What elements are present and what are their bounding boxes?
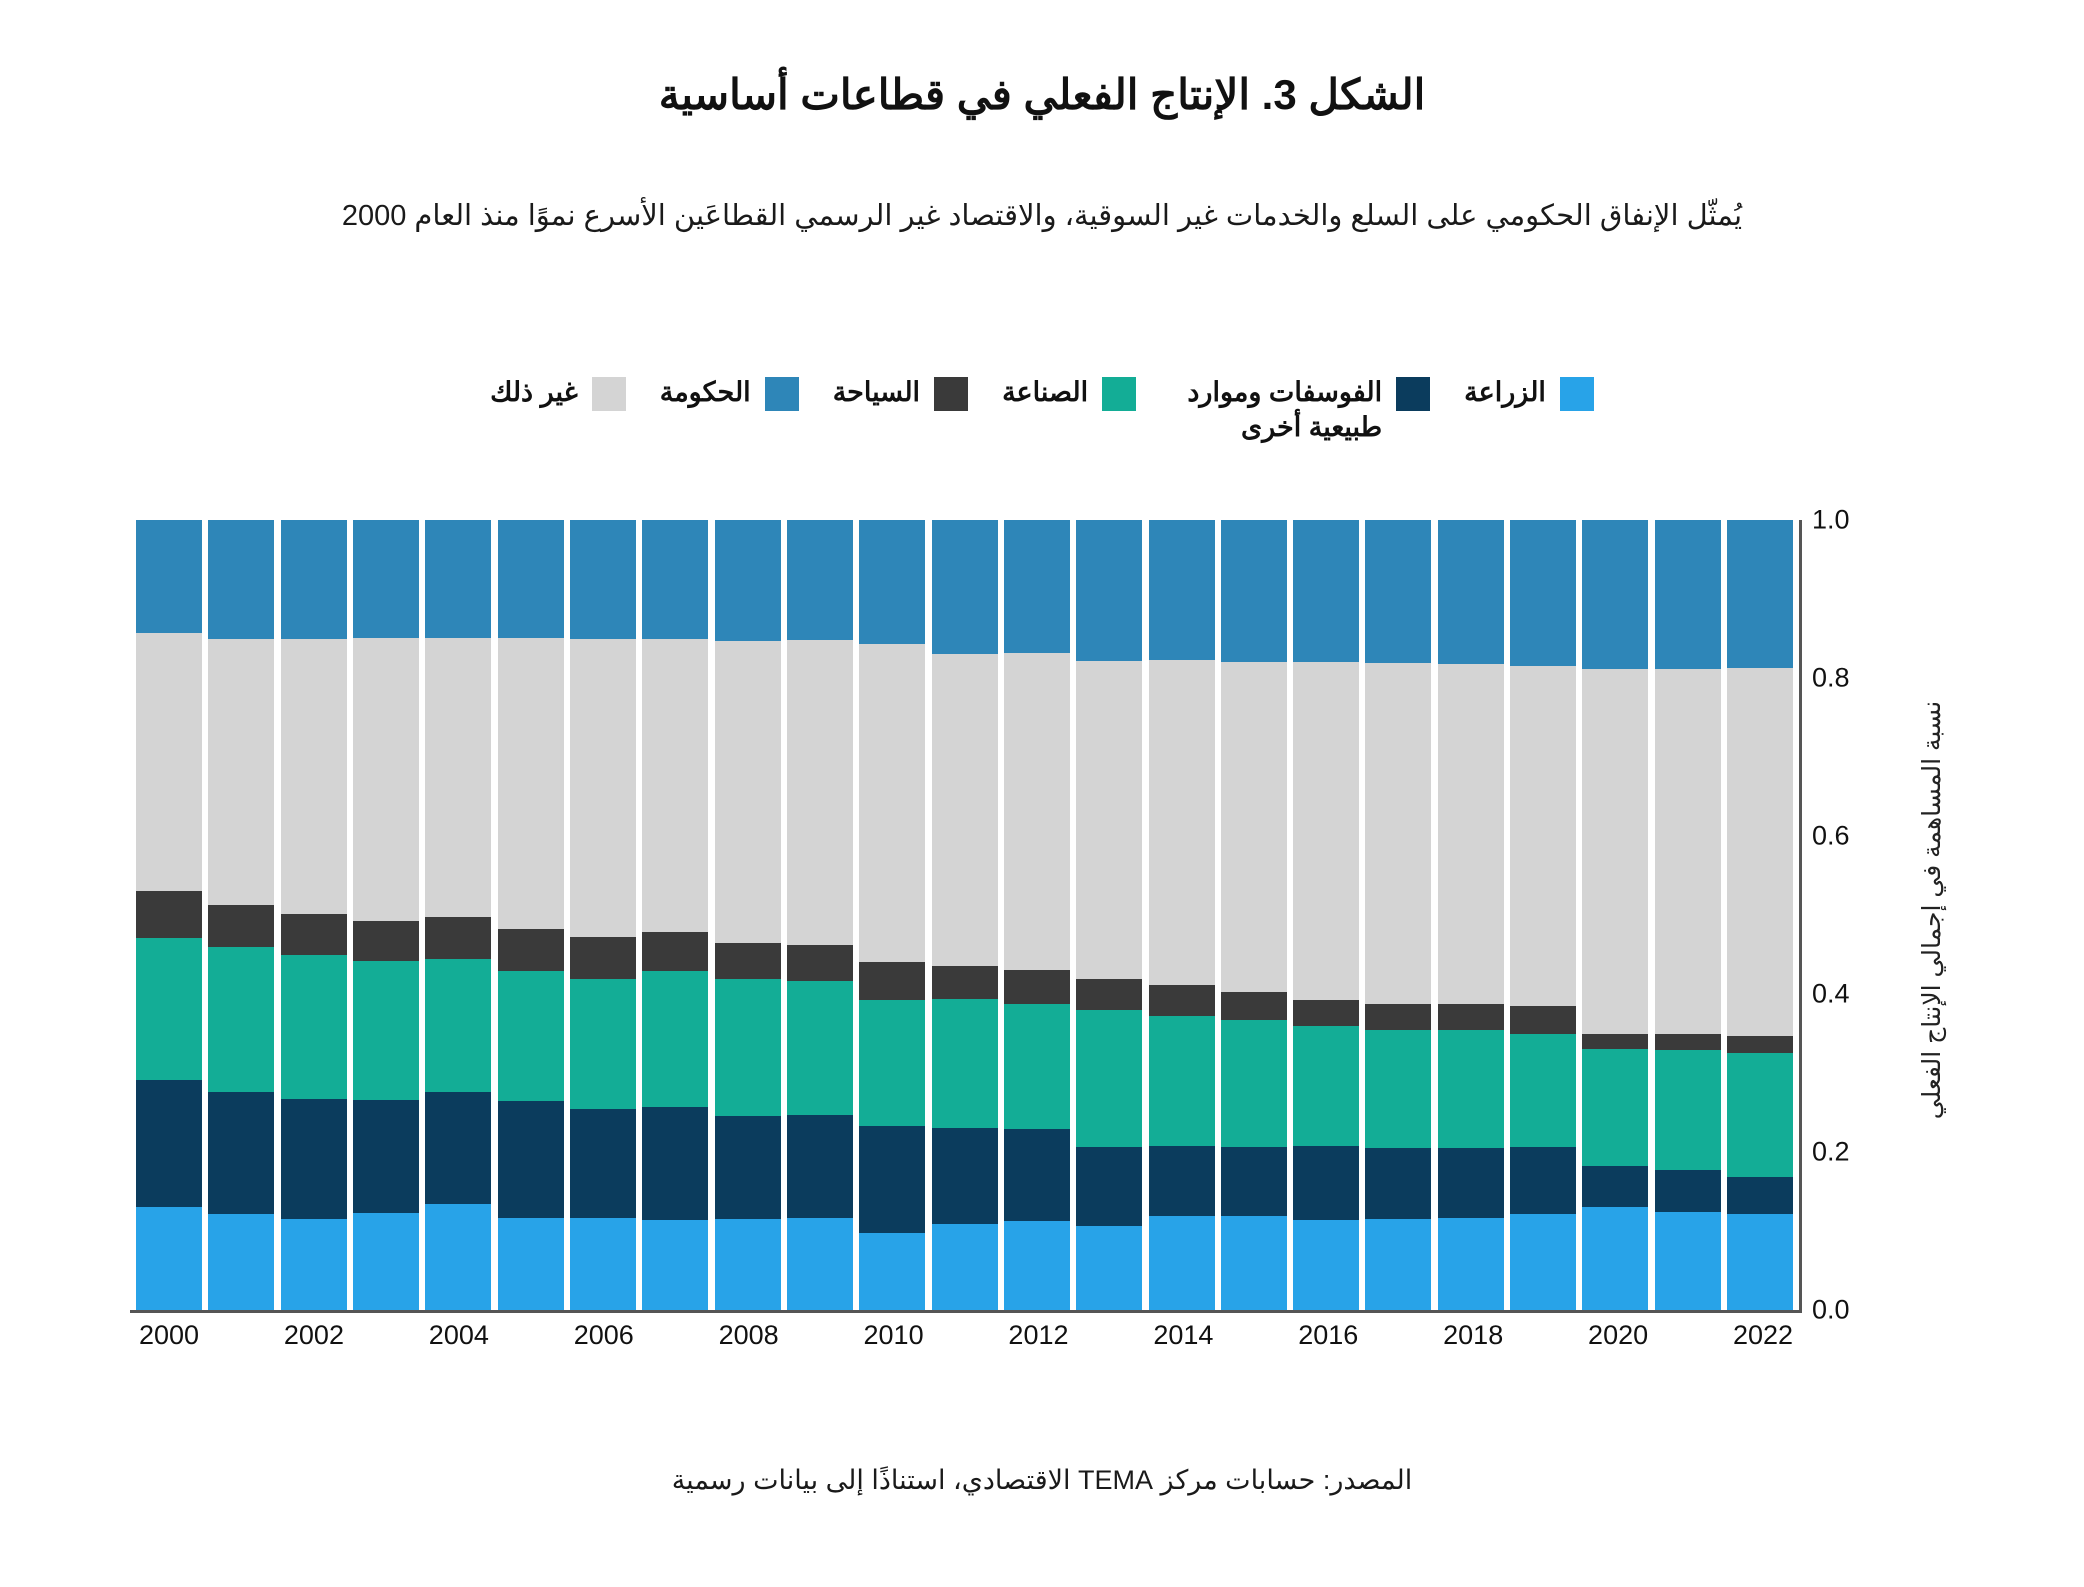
bar-segment [1582,1166,1648,1207]
bar-segment [1438,1030,1504,1148]
bar-segment [715,943,781,979]
bar-column[interactable] [1221,520,1287,1310]
x-tick-label: 2022 [1732,1320,1794,1350]
legend-item[interactable] [1464,375,1594,411]
bar-column[interactable] [136,520,202,1310]
bar-segment [1510,666,1576,1006]
bar-column[interactable] [1438,520,1504,1310]
bar-segment [1149,1216,1215,1310]
bar-segment [1727,668,1793,1036]
bar-segment [1365,520,1431,663]
bar-segment [1293,1000,1359,1026]
plot-area [90,504,1964,1360]
bar-segment [425,520,491,638]
bar-segment [570,520,636,639]
bar-segment [281,1219,347,1310]
bar-segment [1438,664,1504,1004]
bar-segment [1727,1214,1793,1310]
bar-segment [1438,1218,1504,1310]
x-tick-label: 2000 [138,1320,200,1350]
bar-segment [715,1116,781,1219]
bar-segment [1293,1026,1359,1146]
bar-segment [642,639,708,932]
bar-segment [281,520,347,639]
bar-segment [642,971,708,1107]
bar-segment [1655,520,1721,669]
legend-item[interactable] [660,375,799,411]
bar-segment [1221,662,1287,991]
bar-column[interactable] [498,520,564,1310]
legend-item[interactable] [1170,375,1430,445]
bar-column[interactable] [1510,520,1576,1310]
bar-segment [353,1100,419,1213]
bar-segment [1004,1129,1070,1221]
bar-segment [498,971,564,1101]
bar-segment [1365,1219,1431,1310]
bar-segment [1582,520,1648,669]
bar-segment [1149,1146,1215,1216]
bar-column[interactable] [715,520,781,1310]
legend-swatch-icon [1560,377,1594,411]
bar-column[interactable] [1149,520,1215,1310]
y-tick-label: 0.8 [1812,662,1850,693]
bar-segment [1655,1170,1721,1212]
bar-segment [859,520,925,644]
legend-item-label: غير ذلك [490,377,578,407]
bar-segment [570,979,636,1109]
bar-segment [136,891,202,938]
bar-segment [932,966,998,999]
bar-segment [1727,1177,1793,1214]
bar-column[interactable] [642,520,708,1310]
x-tick-label: 2012 [1008,1320,1069,1350]
legend-item-label: السياحة [832,377,921,407]
chart-legend [240,375,1844,445]
x-tick-label [933,1320,999,1370]
bar-segment [208,905,274,947]
bar-column[interactable] [208,520,274,1310]
bar-segment [353,520,419,638]
x-tick-label: 2014 [1153,1320,1214,1350]
bar-segment [1221,1020,1287,1147]
bar-segment [1076,520,1142,661]
bar-segment [570,937,636,979]
bar-segment [281,955,347,1099]
bar-segment [1582,1207,1648,1310]
bar-segment [281,1099,347,1219]
y-axis-label: نسبة المساهمة في إجمالي الإنتاج الفعلي [1917,700,1946,1120]
bar-segment [1365,1004,1431,1030]
bar-column[interactable] [1365,520,1431,1310]
x-tick-label: 2010 [863,1320,924,1350]
bar-segment [1582,1049,1648,1166]
bar-segment [1004,520,1070,653]
x-tick-label [788,1320,854,1370]
bar-segment [1293,1146,1359,1219]
legend-swatch-icon [1396,377,1430,411]
legend-swatch-icon [934,377,968,411]
bar-segment [1221,992,1287,1020]
legend-swatch-icon [765,377,799,411]
bar-segment [1510,520,1576,666]
y-axis-ticks [1812,504,1902,1325]
bar-segment [1076,1147,1142,1226]
bar-segment [208,1092,274,1214]
bar-group [130,520,1799,1310]
bar-column[interactable] [1293,520,1359,1310]
bar-segment [570,639,636,938]
legend-item-label: الحكومة [659,377,751,407]
bar-segment [1004,653,1070,971]
x-tick-label: 2002 [283,1320,344,1350]
bar-segment [859,962,925,1000]
bar-segment [1365,1148,1431,1219]
x-tick-label [208,1320,274,1370]
x-tick-label: 2006 [573,1320,634,1350]
bar-segment [1582,669,1648,1033]
bar-segment [787,520,853,640]
bar-segment [136,1080,202,1206]
bar-segment [932,999,998,1128]
bar-segment [1221,1147,1287,1216]
bar-segment [1293,1220,1359,1310]
legend-item-label: الزراعة [1464,377,1546,407]
bar-segment [570,1109,636,1218]
bar-segment [1149,660,1215,985]
bar-segment [353,961,419,1100]
bar-segment [1582,1034,1648,1050]
bar-segment [932,1128,998,1224]
bar-segment [642,1107,708,1220]
bar-segment [1438,520,1504,664]
x-tick-label [1078,1320,1144,1370]
bar-segment [498,929,564,971]
legend-item-label: الفوسفات وموارد طبيعية أخرى [1187,377,1383,443]
bar-segment [715,520,781,641]
bar-column[interactable] [1582,520,1648,1310]
x-tick-label [643,1320,709,1370]
bar-segment [1293,520,1359,662]
bar-segment [281,914,347,955]
bar-segment [642,1220,708,1310]
bar-segment [1149,985,1215,1017]
y-tick-label: 0.4 [1812,978,1850,1009]
figure-subtitle: يُمثّل الإنفاق الحكومي على السلع والخدمات غير السوقية، والاقتصاد غير الرسمي القطاعَين الأسرع نموًا منذ العام 2000 [341,200,1743,232]
bar-segment [136,520,202,633]
bar-segment [1149,520,1215,660]
bar-segment [498,638,564,930]
x-tick-label [1223,1320,1289,1370]
x-tick-label: 2020 [1588,1320,1649,1350]
bar-segment [1727,1036,1793,1053]
bar-column[interactable] [1655,520,1721,1310]
bar-segment [787,1218,853,1310]
bar-segment [353,638,419,922]
legend-item[interactable] [833,375,968,411]
bar-segment [353,1213,419,1310]
bar-segment [787,640,853,945]
bar-segment [1438,1148,1504,1218]
bar-segment [1510,1147,1576,1214]
x-axis-ticks [130,1320,1802,1370]
y-tick-label: 0.6 [1812,820,1850,851]
bar-segment [1727,520,1793,668]
bar-segment [787,945,853,981]
x-tick-label: 2008 [718,1320,779,1350]
y-tick-label: 0.2 [1812,1136,1850,1167]
bar-segment [425,917,491,960]
bar-segment [1221,1216,1287,1310]
bar-segment [859,644,925,962]
x-tick-label [1513,1320,1579,1370]
legend-item-label: الصناعة [1002,377,1089,407]
x-tick-label [1658,1320,1724,1370]
bar-segment [353,921,419,961]
bar-segment [208,639,274,905]
bar-segment [1076,1010,1142,1147]
x-tick-label: 2004 [428,1320,489,1350]
x-tick-label: 2016 [1298,1320,1359,1350]
bar-segment [425,1092,491,1204]
bar-segment [932,1224,998,1310]
bar-segment [1293,662,1359,1000]
bar-segment [1655,1034,1721,1051]
bar-column[interactable] [1727,520,1793,1310]
bar-segment [932,520,998,654]
bar-segment [1655,1050,1721,1170]
y-tick-label: 1.0 [1812,504,1850,535]
bar-column[interactable] [859,520,925,1310]
bar-segment [425,638,491,917]
bar-segment [1076,661,1142,979]
bar-segment [570,1218,636,1310]
bar-segment [208,1214,274,1310]
chart-axes [130,520,1802,1313]
x-tick-label [1368,1320,1434,1370]
bar-segment [498,1218,564,1310]
bar-segment [1365,1030,1431,1149]
bar-column[interactable] [1076,520,1142,1310]
bar-segment [715,1219,781,1310]
bar-segment [787,981,853,1115]
bar-segment [642,932,708,972]
bar-segment [136,938,202,1080]
page-title: الشكل 3. الإنتاج الفعلي في قطاعات أساسية [658,71,1426,118]
bar-segment [1655,669,1721,1034]
bar-segment [1365,663,1431,1003]
bar-segment [1438,1004,1504,1030]
x-tick-label [498,1320,564,1370]
bar-column[interactable] [1004,520,1070,1310]
bar-segment [787,1115,853,1218]
bar-segment [1076,1226,1142,1310]
bar-segment [715,979,781,1116]
bar-column[interactable] [353,520,419,1310]
x-tick-label: 2018 [1443,1320,1504,1350]
bar-segment [1510,1034,1576,1148]
bar-segment [642,520,708,639]
bar-column[interactable] [570,520,636,1310]
bar-segment [498,1101,564,1217]
bar-segment [1004,1004,1070,1130]
legend-swatch-icon [1102,377,1136,411]
bar-segment [1076,979,1142,1010]
bar-segment [859,1000,925,1126]
bar-segment [932,654,998,965]
bar-segment [425,1204,491,1310]
bar-segment [208,947,274,1092]
legend-item[interactable] [490,375,626,411]
bar-segment [859,1126,925,1233]
bar-segment [281,639,347,915]
bar-segment [208,520,274,639]
bar-segment [1004,1221,1070,1310]
bar-segment [1149,1016,1215,1146]
y-tick-label: 0.0 [1812,1294,1850,1325]
bar-segment [425,959,491,1092]
bar-segment [1004,970,1070,1003]
bar-segment [136,633,202,891]
bar-segment [1510,1214,1576,1310]
bar-segment [1727,1053,1793,1176]
bar-column[interactable] [787,520,853,1310]
bar-segment [498,520,564,638]
bar-column[interactable] [932,520,998,1310]
bar-segment [715,641,781,943]
legend-swatch-icon [592,377,626,411]
bar-segment [1655,1212,1721,1310]
legend-item[interactable] [1002,375,1136,411]
bar-segment [859,1233,925,1310]
bar-column[interactable] [425,520,491,1310]
bar-segment [1221,520,1287,662]
x-tick-label [353,1320,419,1370]
bar-segment [136,1207,202,1310]
source-note: المصدر: حسابات مركز TEMA الاقتصادي، استناذًا إلى بيانات رسمية [671,1465,1413,1495]
bar-segment [1510,1006,1576,1034]
bar-column[interactable] [281,520,347,1310]
